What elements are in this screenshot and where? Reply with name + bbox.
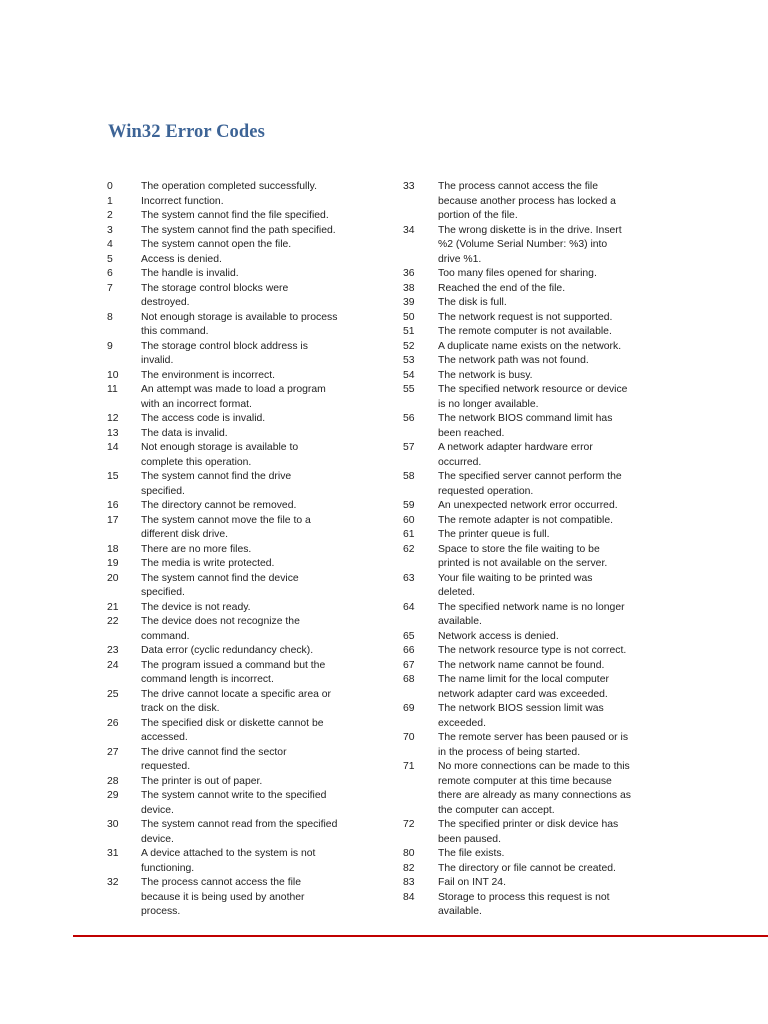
error-code-row	[403, 296, 668, 311]
error-code-row	[403, 818, 668, 847]
error-code-row	[107, 688, 369, 717]
error-code-description: The system cannot write to the specified device.	[141, 790, 327, 816]
error-code-number: 4	[107, 239, 113, 250]
error-code-description: The system cannot read from the specified device.	[141, 819, 338, 845]
error-code-description: The printer queue is full.	[438, 529, 550, 540]
error-code-row	[107, 267, 369, 282]
error-code-number: 54	[403, 369, 415, 381]
error-code-description: Network access is denied.	[438, 630, 559, 642]
error-code-number: 59	[403, 500, 415, 511]
error-code-description: The storage control block address is invalid.	[141, 340, 308, 366]
error-code-row	[403, 601, 668, 630]
error-code-row	[403, 224, 668, 268]
error-code-number: 24	[107, 659, 119, 671]
error-code-description: A device attached to the system is not functioning.	[141, 848, 316, 874]
error-code-description: The network BIOS command limit has been reached.	[438, 413, 613, 439]
error-code-description: The network resource type is not correct.	[438, 645, 627, 656]
error-code-row	[403, 499, 668, 514]
error-code-description: The directory cannot be removed.	[141, 500, 297, 511]
error-code-row	[107, 369, 369, 384]
error-code-row	[107, 514, 369, 543]
error-code-number: 14	[107, 442, 119, 453]
error-code-number: 3	[107, 224, 113, 236]
error-code-number: 34	[403, 224, 415, 236]
error-code-row	[403, 659, 668, 674]
error-code-description: Access is denied.	[141, 253, 222, 265]
error-code-row	[403, 412, 668, 441]
error-code-number: 19	[107, 558, 119, 569]
error-code-number: 33	[403, 181, 415, 192]
error-code-number: 53	[403, 355, 415, 366]
error-code-row	[107, 383, 369, 412]
error-code-description: A duplicate name exists on the network.	[438, 340, 622, 352]
error-code-row	[107, 499, 369, 514]
error-code-description: The process cannot access the file because it is being used by another process.	[141, 877, 305, 917]
error-code-number: 71	[403, 761, 415, 772]
error-code-description: The printer is out of paper.	[141, 775, 263, 787]
error-code-row	[403, 311, 668, 326]
error-code-description: The disk is full.	[438, 297, 507, 308]
error-code-number: 84	[403, 891, 415, 903]
error-code-number: 25	[107, 688, 119, 700]
error-code-number: 67	[403, 659, 415, 671]
error-code-row	[107, 644, 369, 659]
error-code-description: The drive cannot locate a specific area or track on the disk.	[141, 688, 332, 714]
error-code-number: 11	[107, 384, 118, 395]
error-code-number: 58	[403, 471, 415, 482]
error-code-number: 61	[403, 529, 415, 540]
error-code-description: Not enough storage is available to process this command.	[141, 311, 338, 337]
error-code-row	[403, 630, 668, 645]
error-code-number: 29	[107, 790, 119, 801]
error-code-row	[107, 340, 369, 369]
error-code-list-left	[107, 180, 369, 920]
error-code-number: 83	[403, 877, 415, 888]
error-code-description: The network request is not supported.	[438, 311, 613, 323]
error-code-description: Data error (cyclic redundancy check).	[141, 645, 314, 656]
error-code-number: 20	[107, 572, 119, 584]
error-code-row	[403, 731, 668, 760]
error-code-number: 39	[403, 297, 415, 308]
error-code-number: 23	[107, 645, 119, 656]
error-code-row	[403, 760, 668, 818]
error-code-number: 72	[403, 819, 415, 830]
error-code-description: The system cannot open the file.	[141, 239, 292, 250]
error-code-number: 66	[403, 645, 415, 656]
error-code-number: 38	[403, 282, 415, 294]
error-code-row	[107, 470, 369, 499]
error-code-description: The storage control blocks were destroyed.	[141, 282, 289, 308]
error-code-description: The system cannot move the file to a different disk drive.	[141, 514, 311, 540]
error-code-description: An attempt was made to load a program with an incorrect format.	[141, 384, 326, 410]
error-code-number: 2	[107, 210, 113, 221]
error-code-description: Too many files opened for sharing.	[438, 268, 597, 279]
error-code-number: 16	[107, 500, 119, 511]
error-code-row	[107, 543, 369, 558]
error-code-number: 8	[107, 311, 113, 323]
error-code-number: 0	[107, 181, 113, 192]
error-code-number: 17	[107, 514, 119, 526]
error-code-row	[107, 427, 369, 442]
error-code-description: The operation completed successfully.	[141, 181, 317, 192]
error-code-number: 36	[403, 268, 415, 279]
error-code-row	[107, 717, 369, 746]
error-code-row	[107, 311, 369, 340]
error-code-description: The system cannot find the path specified.	[141, 224, 336, 236]
error-code-description: The environment is incorrect.	[141, 369, 275, 381]
error-code-row	[107, 180, 369, 195]
error-code-description: The name limit for the local computer network adapter card was exceeded.	[438, 674, 609, 700]
error-code-row	[107, 282, 369, 311]
error-code-number: 1	[107, 195, 113, 207]
error-code-description: The system cannot find the file specified.	[141, 210, 329, 221]
error-code-description: The handle is invalid.	[141, 268, 239, 279]
error-code-row	[107, 775, 369, 790]
error-code-description: The specified network name is no longer available.	[438, 601, 625, 627]
error-code-description: Reached the end of the file.	[438, 282, 566, 294]
error-code-number: 69	[403, 703, 415, 714]
error-code-description: The remote computer is not available.	[438, 326, 612, 337]
error-code-number: 68	[403, 674, 415, 685]
error-code-description: The device is not ready.	[141, 601, 251, 613]
error-code-row	[403, 847, 668, 862]
error-code-description: The network BIOS session limit was exceeded.	[438, 703, 604, 729]
error-code-number: 56	[403, 413, 415, 424]
error-code-number: 52	[403, 340, 415, 352]
error-code-description: The specified printer or disk device has been paused.	[438, 819, 619, 845]
error-code-description: Not enough storage is available to complete this operation.	[141, 442, 299, 468]
page-title: Win32 Error Codes	[108, 122, 265, 142]
error-code-number: 22	[107, 616, 119, 627]
error-code-row	[107, 412, 369, 427]
error-code-list-right	[403, 180, 668, 920]
error-code-row	[107, 615, 369, 644]
error-code-row	[403, 862, 668, 877]
error-code-number: 62	[403, 543, 415, 555]
error-code-number: 10	[107, 369, 119, 381]
error-code-row	[403, 470, 668, 499]
error-code-row	[403, 514, 668, 529]
error-code-row	[107, 238, 369, 253]
error-code-row	[403, 282, 668, 297]
error-code-row	[403, 354, 668, 369]
error-code-description: The system cannot find the device specified.	[141, 572, 299, 598]
error-code-number: 65	[403, 630, 415, 642]
error-code-description: The remote server has been paused or is in the process of being started.	[438, 732, 629, 758]
error-code-description: An unexpected network error occurred.	[438, 500, 618, 511]
error-code-number: 26	[107, 717, 119, 729]
error-code-description: The program issued a command but the command length is incorrect.	[141, 659, 326, 685]
error-code-description: The media is write protected.	[141, 558, 275, 569]
error-code-row	[403, 528, 668, 543]
error-code-row	[107, 224, 369, 239]
footer-divider	[73, 935, 768, 937]
error-code-number: 21	[107, 601, 119, 613]
error-code-description: The specified disk or diskette cannot be accessed.	[141, 717, 324, 743]
error-code-row	[107, 572, 369, 601]
error-code-number: 32	[107, 877, 119, 888]
error-code-row	[403, 543, 668, 572]
error-code-number: 57	[403, 442, 415, 453]
error-code-description: A network adapter hardware error occurred.	[438, 442, 593, 468]
error-code-row	[107, 818, 369, 847]
error-code-description: No more connections can be made to this remote computer at this time because there are already as many connections as the computer can accept.	[438, 761, 631, 816]
error-code-number: 6	[107, 268, 113, 279]
error-code-description: The network path was not found.	[438, 355, 589, 366]
error-code-row	[403, 325, 668, 340]
error-code-number: 60	[403, 514, 415, 526]
error-code-number: 13	[107, 427, 119, 439]
error-code-number: 50	[403, 311, 415, 323]
error-code-row	[403, 702, 668, 731]
error-code-row	[403, 673, 668, 702]
error-code-row	[107, 659, 369, 688]
error-code-number: 80	[403, 848, 415, 859]
error-code-description: The remote adapter is not compatible.	[438, 514, 614, 526]
error-code-number: 9	[107, 340, 113, 352]
error-code-row	[403, 572, 668, 601]
error-code-description: Space to store the file waiting to be printed is not available on the server.	[438, 543, 608, 569]
error-code-row	[107, 876, 369, 920]
error-code-row	[107, 441, 369, 470]
error-code-number: 64	[403, 601, 415, 613]
error-code-row	[403, 267, 668, 282]
error-code-description: The network is busy.	[438, 369, 533, 381]
error-code-number: 31	[107, 848, 119, 859]
error-code-description: The specified network resource or device is no longer available.	[438, 384, 628, 410]
error-code-row	[403, 383, 668, 412]
error-code-number: 5	[107, 253, 113, 265]
error-code-description: The device does not recognize the command.	[141, 616, 300, 642]
error-code-number: 51	[403, 326, 415, 337]
error-code-description: Storage to process this request is not available.	[438, 891, 610, 917]
error-code-description: The process cannot access the file because another process has locked a portion of the file.	[438, 181, 616, 221]
error-code-description: Fail on INT 24.	[438, 877, 506, 888]
error-code-number: 15	[107, 471, 119, 482]
error-code-description: There are no more files.	[141, 543, 252, 555]
error-code-description: The data is invalid.	[141, 427, 228, 439]
error-code-number: 27	[107, 746, 119, 758]
error-code-row	[403, 441, 668, 470]
error-code-description: The drive cannot find the sector requested.	[141, 746, 287, 772]
error-code-number: 28	[107, 775, 119, 787]
error-code-description: Your file waiting to be printed was deleted.	[438, 572, 593, 598]
error-code-row	[107, 601, 369, 616]
error-code-description: The specified server cannot perform the requested operation.	[438, 471, 622, 497]
error-code-number: 30	[107, 819, 119, 830]
error-code-row	[403, 876, 668, 891]
error-code-description: The file exists.	[438, 848, 505, 859]
error-code-row	[107, 847, 369, 876]
error-code-row	[403, 340, 668, 355]
error-code-row	[107, 789, 369, 818]
error-code-number: 63	[403, 572, 415, 584]
error-code-row	[107, 195, 369, 210]
error-code-row	[107, 746, 369, 775]
error-code-description: Incorrect function.	[141, 195, 224, 207]
error-code-number: 70	[403, 732, 415, 743]
error-code-row	[403, 644, 668, 659]
error-code-description: The network name cannot be found.	[438, 659, 605, 671]
error-code-number: 18	[107, 543, 119, 555]
error-code-row	[403, 180, 668, 224]
error-code-number: 82	[403, 862, 415, 874]
error-code-row	[107, 253, 369, 268]
error-code-row	[403, 369, 668, 384]
error-code-number: 12	[107, 413, 119, 424]
error-code-description: The directory or file cannot be created.	[438, 862, 616, 874]
error-code-number: 55	[403, 384, 415, 395]
error-code-row	[107, 557, 369, 572]
error-code-description: The wrong diskette is in the drive. Insert %2 (Volume Serial Number: %3) into drive %1.	[438, 224, 622, 265]
error-code-description: The access code is invalid.	[141, 413, 266, 424]
error-code-row	[107, 209, 369, 224]
error-code-row	[403, 891, 668, 920]
error-code-description: The system cannot find the drive specified.	[141, 471, 292, 497]
error-code-number: 7	[107, 282, 113, 294]
